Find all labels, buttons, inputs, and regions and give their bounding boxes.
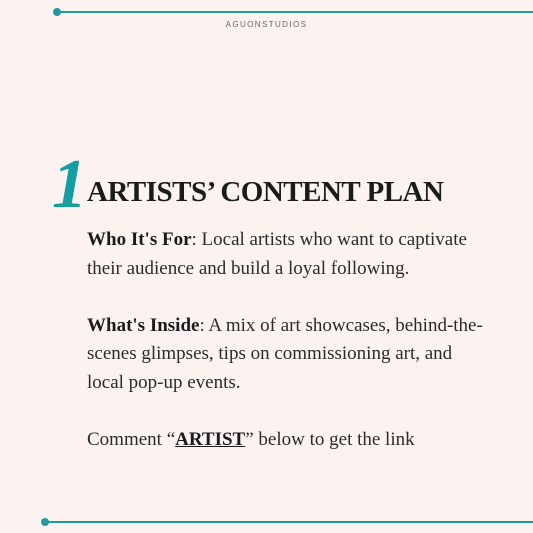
plan-title: ARTISTS’ CONTENT PLAN — [87, 176, 444, 208]
who-its-for-label: Who It's For — [87, 229, 192, 250]
call-to-action — [87, 426, 487, 455]
who-its-for-text: : Local artists who want to captivate their audience and build a loyal following. — [87, 229, 467, 279]
bottom-divider-line — [45, 521, 533, 523]
whats-inside-label: What's Inside — [87, 314, 200, 336]
bottom-divider-dot — [41, 518, 49, 526]
cta-prefix: Comment “ — [87, 428, 176, 450]
whats-inside-text: : A mix of art showcases, behind-the-scenes glimpses, tips on commissioning art, and local pop-up events. — [87, 314, 483, 393]
plan-content — [87, 226, 487, 483]
plan-number: 1 — [52, 146, 87, 223]
cta-keyword: ARTIST — [175, 428, 246, 450]
cta-suffix: ” below to get the link — [245, 428, 415, 450]
who-its-for-paragraph — [87, 226, 487, 283]
top-divider-line — [57, 11, 533, 13]
whats-inside-paragraph — [87, 312, 487, 398]
brand-name: AGUONSTUDIOS — [225, 20, 308, 29]
top-divider-dot — [53, 8, 61, 16]
